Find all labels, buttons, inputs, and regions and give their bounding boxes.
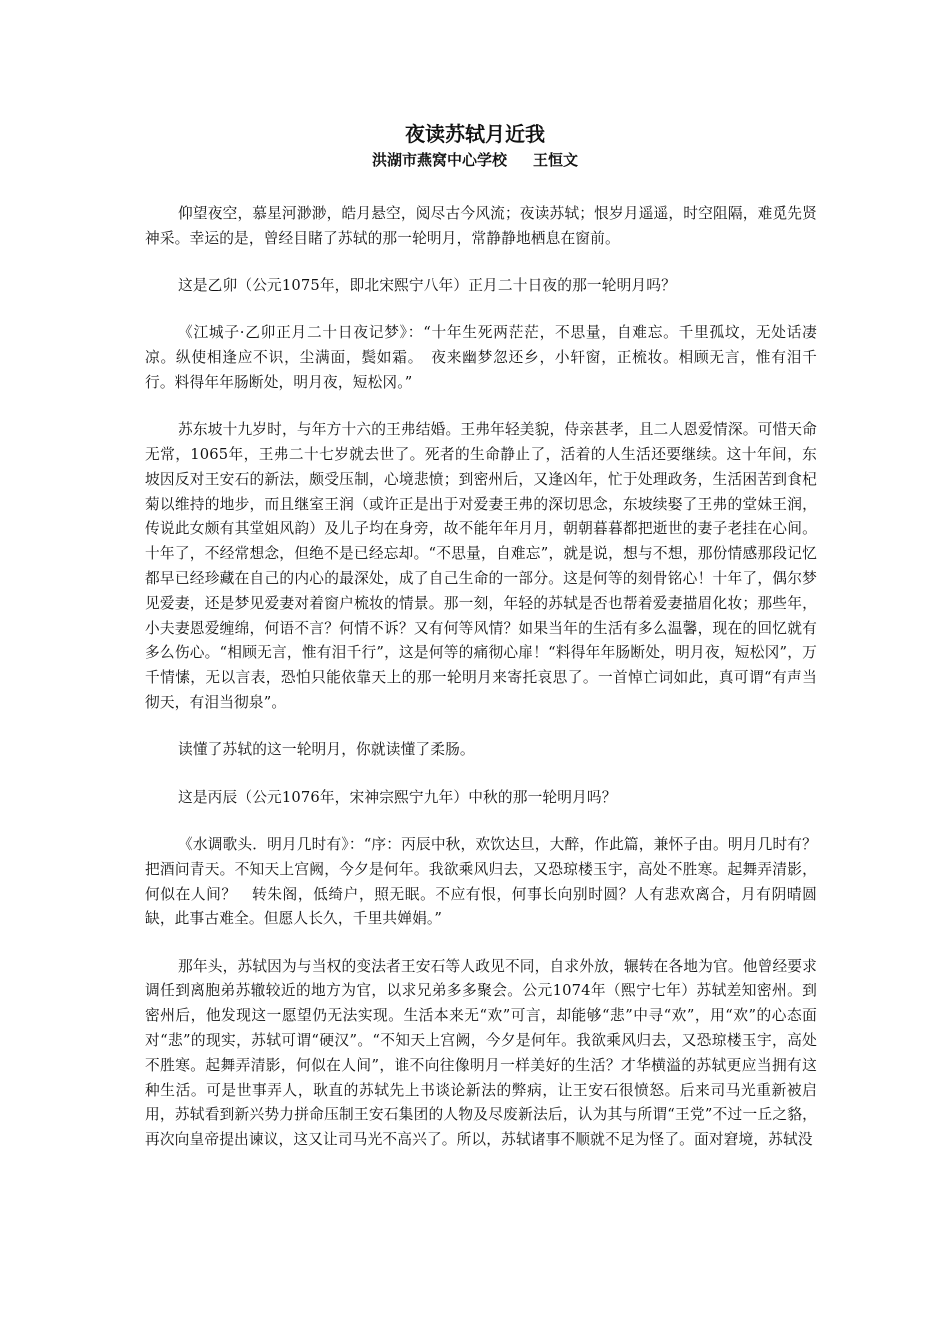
page-title: 夜读苏轼月近我 <box>405 122 545 146</box>
author-byline <box>0 149 950 171</box>
paragraph-7-poem: 《水调歌头．明月几时有》：“序：丙辰中秋，欢饮达旦，大醉，作此篇，兼怀子由。明月几时有？把酒问青天。不知天上宫阙，今夕是何年。我欲乘风归去，又恐琼楼玉宇，高处不胜寒。起舞弄清影，何似在人间？ 转朱阁，低绮户，照无眠。不应有恨，何事长向别时圆？人有悲欢离合，月有阴晴圆缺，此事古难全。但愿人长久，千里共婵娟。” <box>145 835 817 928</box>
article-body <box>145 202 817 1176</box>
paragraph-5: 读懂了苏轼的这一轮明月，你就读懂了柔肠。 <box>178 741 475 759</box>
paragraph-4: 苏东坡十九岁时，与年方十六的王弗结婚。王弗年轻美貌，侍亲甚孝，且二人恩爱情深。可惜天命无常，1065年，王弗二十七岁就去世了。死者的生命静止了，活着的人生活还要继续。这十年间，东坡因反对王安石的新法，颇受压制，心境悲愤；到密州后，又逢凶年，忙于处理政务，生活困苦到食杞菊以维持的地步，而且继室王润（或许正是出于对爱妻王弗的深切思念，东坡续娶了王弗的堂妹王润，传说此女颇有其堂姐风韵）及儿子均在身旁，故不能年年月月，朝朝暮暮都把逝世的妻子老挂在心间。十年了，不经常想念，但绝不是已经忘却。“不思量，自难忘”，就是说，想与不想，那份情感那段记忆都早已经珍藏在自己的内心的最深处，成了自己生命的一部分。这是何等的刻骨铭心！十年了，偶尔梦见爱妻，还是梦见爱妻对着窗户梳妆的情景。那一刻，年轻的苏轼是否也帮着爱妻描眉化妆；那些年，小夫妻恩爱缠绵，何语不言？何情不诉？又有何等风情？如果当年的生活有多么温馨，现在的回忆就有多么伤心。“相顾无言，惟有泪千行”，这是何等的痛彻心扉！“料得年年肠断处，明月夜，短松冈”，万千情愫，无以言表，恐怕只能依靠天上的那一轮明月来寄托哀思了。一首悼亡词如此，真可谓“有声当彻天，有泪当彻泉”。 <box>145 421 817 712</box>
paragraph-2: 这是乙卯（公元1075年，即北宋熙宁八年）正月二十日夜的那一轮明月吗？ <box>178 277 676 295</box>
paragraph-1: 仰望夜空，慕星河渺渺，皓月悬空，阅尽古今风流；夜读苏轼；恨岁月遥遥，时空阻隔，难觅先贤神采。幸运的是，曾经目睹了苏轼的那一轮明月，常静静地栖息在窗前。 <box>145 205 817 247</box>
paragraph-6: 这是丙辰（公元1076年，宋神宗熙宁九年）中秋的那一轮明月吗？ <box>178 788 617 806</box>
author-school: 洪湖市燕窝中心学校 <box>371 151 507 169</box>
paragraph-8: 那年头，苏轼因为与当权的变法者王安石等人政见不同，自求外放，辗转在各地为官。他曾经要求调任到离胞弟苏辙较近的地方为官，以求兄弟多多聚会。公元1074年（熙宁七年）苏轼差知密州。到密州后，他发现这一愿望仍无法实现。生活本来无“欢”可言，却能够“悲”中寻“欢”，用“欢”的心态面对“悲”的现实，苏轼可谓“硬汉”。“不知天上宫阙，今夕是何年。我欲乘风归去，又恐琼楼玉宇，高处不胜寒。起舞弄清影，何似在人间”，谁不向往像明月一样美好的生活？才华横溢的苏轼更应当拥有这种生活。可是世事弄人，耿直的苏轼先上书谈论新法的弊病，让王安石很愤怒。后来司马光重新被启用，苏轼看到新兴势力拼命压制王安石集团的人物及尽废新法后，认为其与所谓“王党”不过一丘之貉，再次向皇帝提出谏议，这又让司马光不高兴了。所以，苏轼诸事不顺就不足为怪了。面对窘境，苏轼没 <box>145 957 817 1149</box>
author-name: 王恒文 <box>533 151 579 169</box>
paragraph-3-poem: 《江城子·乙卯正月二十日夜记梦》：“十年生死两茫茫，不思量，自难忘。千里孤坟，无处话凄凉。纵使相逢应不识，尘满面，鬓如霜。 夜来幽梦忽还乡，小轩窗，正梳妆。相顾无言，惟有泪千行。料得年年肠断处，明月夜，短松冈。” <box>145 324 817 391</box>
